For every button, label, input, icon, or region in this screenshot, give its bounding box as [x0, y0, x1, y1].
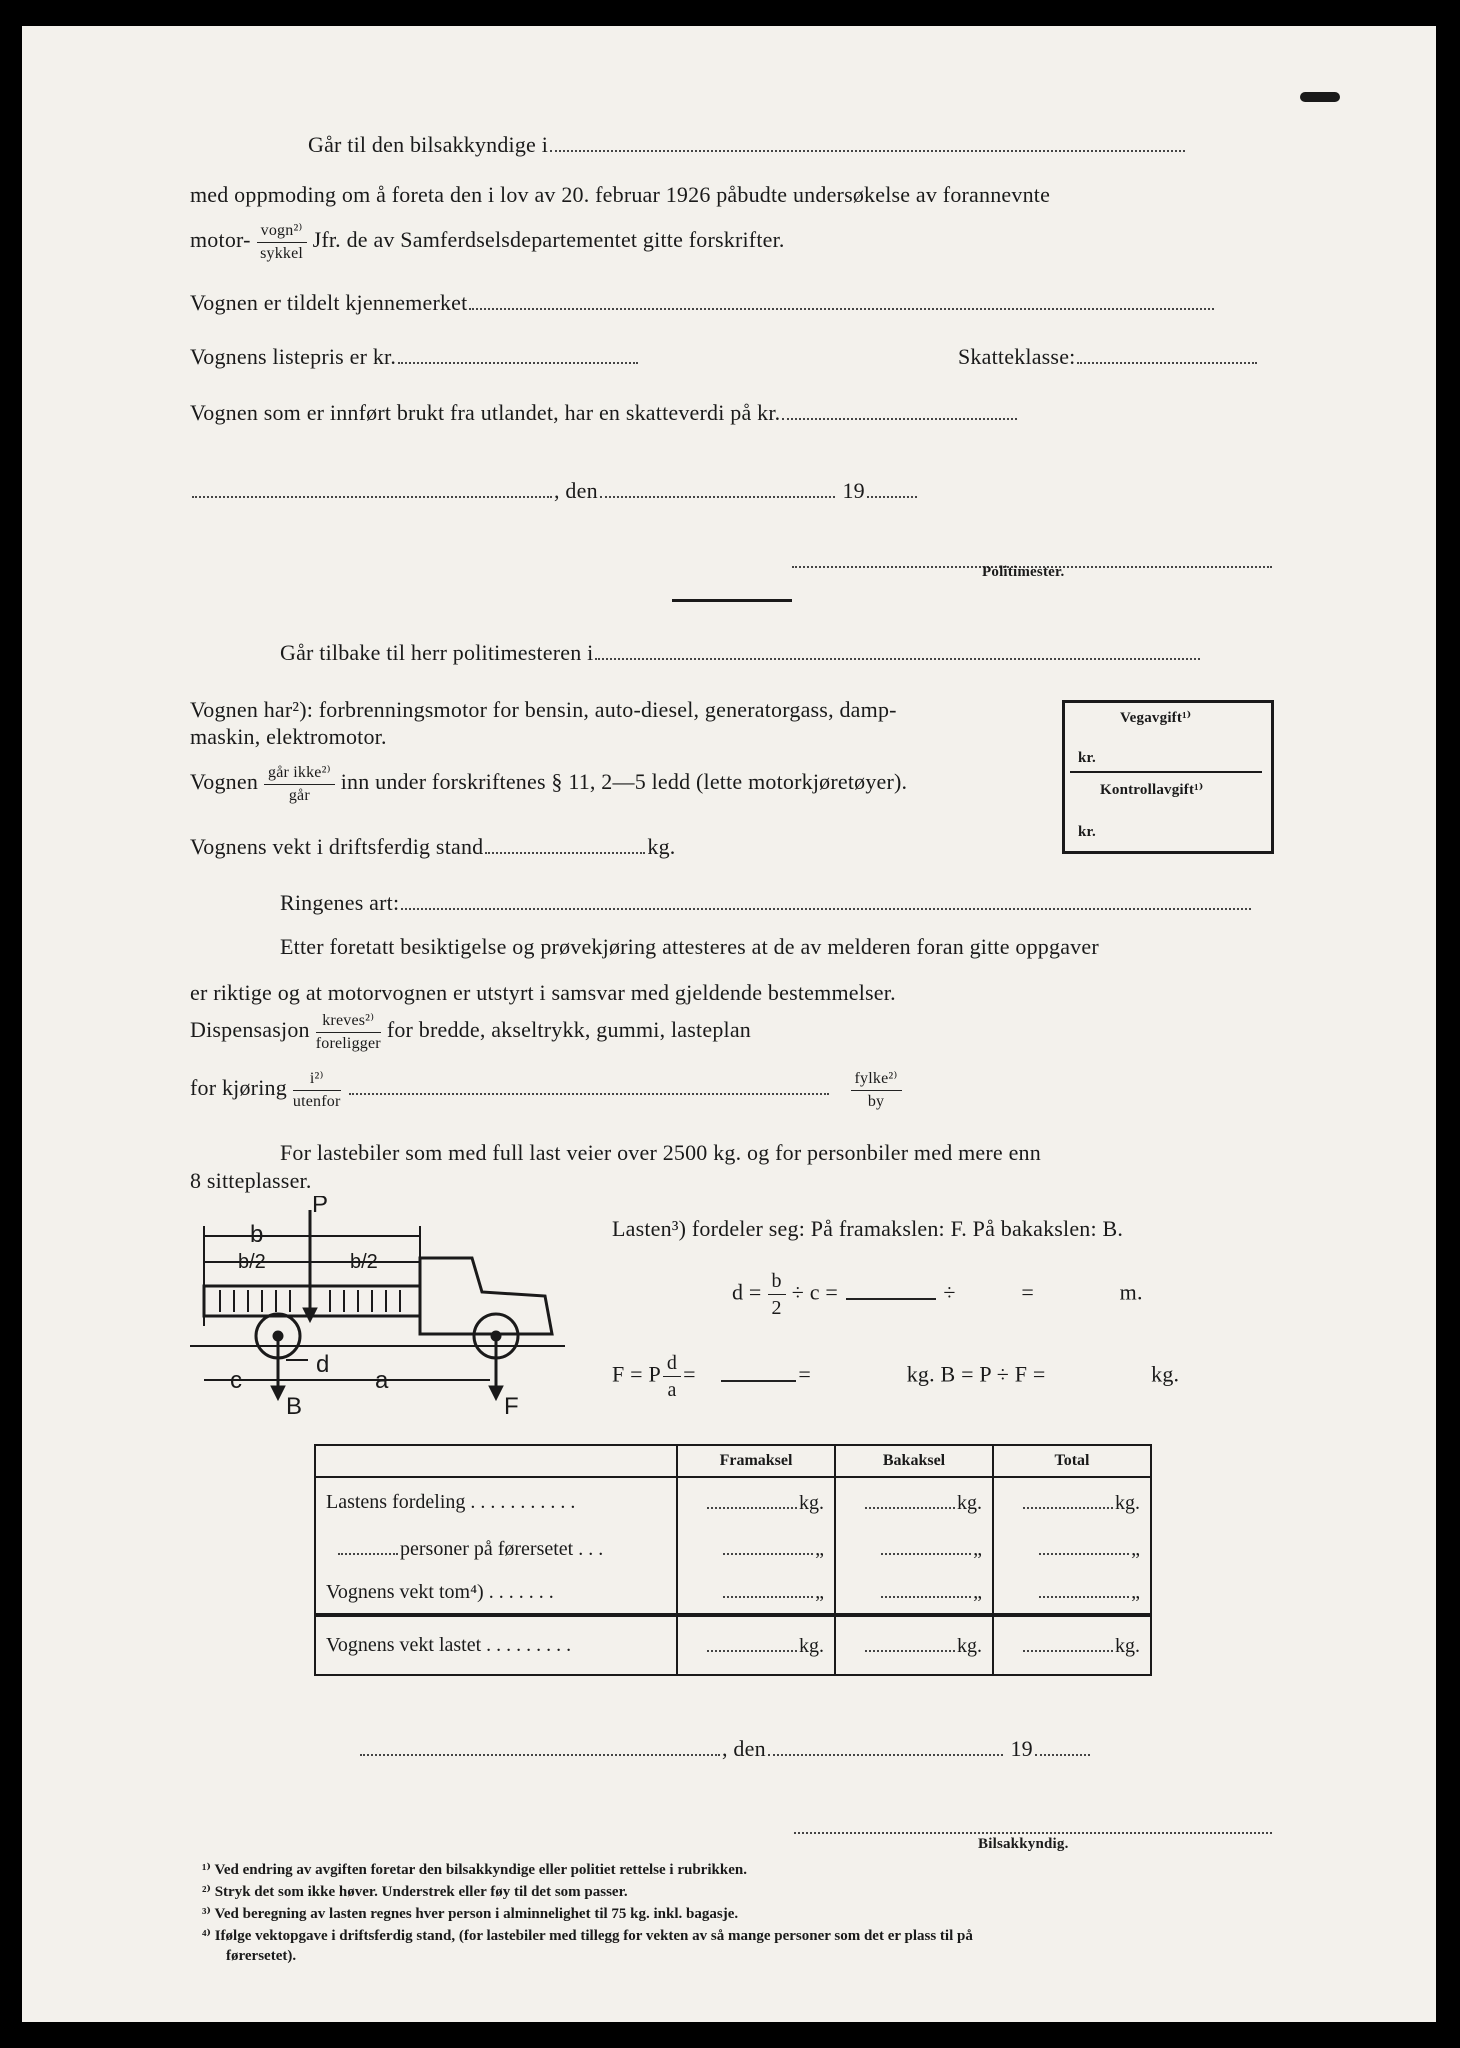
- line-place-date: , den 19: [190, 478, 919, 504]
- arrow-b: [271, 1386, 285, 1400]
- politimester-label: Politimester.: [982, 564, 1065, 580]
- line-lastebiler-2: 8 sitteplasser.: [190, 1168, 312, 1193]
- cell-framaksel[interactable]: „: [677, 1571, 835, 1615]
- row-label: Lastens fordeling . . . . . . . . . . .: [315, 1477, 677, 1527]
- line-vekt: Vognens vekt i driftsferdig stand kg.: [190, 834, 676, 859]
- field-vekt[interactable]: [485, 836, 645, 854]
- motor-fraction: $\frac{\text{vogn²⁾}}{\text{sykkel}}$: [257, 222, 307, 262]
- field-d-calc[interactable]: [846, 1282, 936, 1300]
- header-blank: [315, 1445, 677, 1477]
- footnote-3: ³⁾ Ved beregning av lasten regnes hver person i alminnelighet til 75 kg. inkl. bagasje.: [202, 1906, 739, 1922]
- field-ringene[interactable]: [401, 892, 1251, 910]
- line-lasten: Lasten³) fordeler seg: På framakslen: F. På bakakslen: B.: [612, 1216, 1124, 1241]
- field-kjennemerke[interactable]: [469, 292, 1214, 310]
- table-row: [315, 1615, 1151, 1675]
- header-total: Total: [993, 1445, 1151, 1477]
- line-bottom-place-date: , den 19: [358, 1736, 1092, 1762]
- field-bottom-place[interactable]: [360, 1738, 720, 1756]
- field-bottom-year[interactable]: [1035, 1738, 1090, 1756]
- label-d: d: [316, 1351, 330, 1378]
- row-label: Vognens vekt tom⁴) . . . . . . .: [315, 1571, 677, 1615]
- line-gar: Vognen $\frac{\text{går ikke²⁾}}{\text{går}}$ inn under forskriftenes § 11, 2—5 ledd (lette motorkjøretøyer).: [190, 764, 908, 804]
- line-motor-type-2: maskin, elektromotor.: [190, 724, 387, 749]
- label-b: b: [250, 1221, 264, 1248]
- line-dispensasjon: Dispensasjon $\frac{\text{kreves²⁾}}{\text{foreligger}}$ for bredde, akseltrykk, gummi, lasteplan: [190, 1012, 751, 1052]
- label-b-axle: B: [286, 1393, 303, 1420]
- gar-fraction: $\frac{\text{går ikke²⁾}}{\text{går}}$: [264, 764, 335, 804]
- line-lastebiler-1: For lastebiler som med full last veier over 2500 kg. og for personbiler med mere enn: [280, 1140, 1041, 1165]
- cell-framaksel[interactable]: kg.: [677, 1615, 835, 1675]
- arrow-f: [489, 1386, 503, 1400]
- line-send-to: Går til den bilsakkyndige i: [308, 132, 1187, 158]
- ink-blot: [1300, 92, 1340, 102]
- field-skatteklasse[interactable]: [1077, 346, 1257, 364]
- bilsakkyndig-label: Bilsakkyndig.: [978, 1836, 1069, 1852]
- table-row: [315, 1527, 1151, 1571]
- cell-total[interactable]: „: [993, 1527, 1151, 1571]
- line-attest-2: er riktige og at motorvognen er utstyrt i samsvar med gjeldende bestemmelser.: [190, 980, 896, 1005]
- line-attest-1: Etter foretatt besiktigelse og prøvekjøring attesteres at de av melderen foran gitte oppgaver: [280, 934, 1099, 959]
- field-f-calc[interactable]: [721, 1364, 796, 1382]
- row-label: Vognens vekt lastet . . . . . . . . .: [315, 1615, 677, 1675]
- footnote-1: ¹⁾ Ved endring av avgiften foretar den bilsakkyndige eller politiet rettelse i rubrikken.: [202, 1862, 747, 1878]
- formula-d: d = $\frac{b}{2}$ ÷ c = ÷ = m.: [732, 1270, 1143, 1319]
- field-politimester-place[interactable]: [595, 642, 1200, 660]
- fylke-fraction: $\frac{\text{fylke²⁾}}{by}$: [851, 1070, 902, 1110]
- box-divider: [1070, 771, 1262, 773]
- field-kjoring[interactable]: [349, 1077, 829, 1095]
- load-distribution-table: [314, 1444, 1152, 1676]
- line-listepris: Vognens listepris er kr.: [190, 344, 640, 370]
- truck-diagram: [190, 1196, 570, 1426]
- field-date[interactable]: [600, 480, 835, 498]
- cell-bakaksel[interactable]: „: [835, 1527, 993, 1571]
- label-a: a: [375, 1367, 389, 1394]
- line-skatteverdi: Vognen som er innført brukt fra utlandet, har en skatteverdi på kr.: [190, 400, 1019, 426]
- line-skatteklasse: Skatteklasse:: [958, 344, 1259, 370]
- cell-bakaksel[interactable]: kg.: [835, 1477, 993, 1527]
- cell-total[interactable]: „: [993, 1571, 1151, 1615]
- label-f: F: [504, 1393, 519, 1420]
- formula-f: F = P $\frac{d}{a}$ = = kg. B = P ÷ F = kg.: [612, 1352, 1180, 1401]
- field-year[interactable]: [867, 480, 917, 498]
- line-kjoring: for kjøring $\frac{\text{i²⁾}}{\text{utenfor}}$ $\frac{\text{fylke²⁾}}{by}$: [190, 1070, 908, 1110]
- cell-total[interactable]: kg.: [993, 1477, 1151, 1527]
- vegavgift-label: Vegavgift¹⁾: [1120, 710, 1192, 726]
- label-p: P: [312, 1196, 329, 1218]
- field-skatteverdi[interactable]: [782, 402, 1017, 420]
- d-over-a: $\frac{d}{a}$: [663, 1352, 681, 1401]
- label-c: c: [230, 1367, 242, 1394]
- line-kjennemerke: Vognen er tildelt kjennemerket: [190, 290, 1216, 316]
- field-bottom-date[interactable]: [768, 1738, 1003, 1756]
- truck-cab: [420, 1258, 552, 1334]
- cell-total[interactable]: kg.: [993, 1615, 1151, 1675]
- field-listepris[interactable]: [398, 346, 638, 364]
- line-motor: motor- $\frac{\text{vogn²⁾}}{\text{sykkel}}$ Jfr. de av Samferdselsdepartementet gitte forskrifter.: [190, 222, 785, 262]
- header-bakaksel: Bakaksel: [835, 1445, 993, 1477]
- cell-bakaksel[interactable]: kg.: [835, 1615, 993, 1675]
- table-row: [315, 1477, 1151, 1527]
- line-return: Går tilbake til herr politimesteren i: [280, 640, 1202, 666]
- field-bilsakkyndig[interactable]: [550, 134, 1185, 152]
- footnote-2: ²⁾ Stryk det som ikke høver. Understrek eller føy til det som passer.: [202, 1884, 628, 1900]
- cell-bakaksel[interactable]: „: [835, 1571, 993, 1615]
- b-over-2: $\frac{b}{2}$: [768, 1270, 786, 1319]
- section-divider: [672, 599, 792, 602]
- footnote-4: ⁴⁾ Ifølge vektopgave i driftsferdig stand, (for lastebiler med tillegg for vekten av så mange personer som det er plass til på: [202, 1928, 973, 1944]
- row-label: personer på førersetet . . .: [315, 1527, 677, 1571]
- label-b2-right: b/2: [350, 1251, 378, 1273]
- header-framaksel: Framaksel: [677, 1445, 835, 1477]
- kr-label-2: kr.: [1078, 824, 1096, 840]
- line-motor-type-1: Vognen har²): forbrenningsmotor for bensin, auto-diesel, generatorgass, damp-: [190, 697, 897, 722]
- kjoring-fraction: $\frac{\text{i²⁾}}{\text{utenfor}}$: [292, 1070, 341, 1110]
- label-b2-left: b/2: [238, 1251, 266, 1273]
- field-place[interactable]: [192, 480, 552, 498]
- cell-framaksel[interactable]: kg.: [677, 1477, 835, 1527]
- kr-label-1: kr.: [1078, 750, 1096, 766]
- footnote-4-cont: førersetet).: [226, 1948, 297, 1964]
- line-request: med oppmoding om å foreta den i lov av 20. februar 1926 påbudte undersøkelse av forannevnte: [190, 182, 1051, 207]
- table-row: [315, 1571, 1151, 1615]
- line-ringene: Ringenes art:: [280, 890, 1253, 916]
- cell-framaksel[interactable]: „: [677, 1527, 835, 1571]
- kontrollavgift-label: Kontrollavgift¹⁾: [1100, 782, 1204, 798]
- disp-fraction: $\frac{\text{kreves²⁾}}{\text{foreligger}}$: [315, 1012, 381, 1052]
